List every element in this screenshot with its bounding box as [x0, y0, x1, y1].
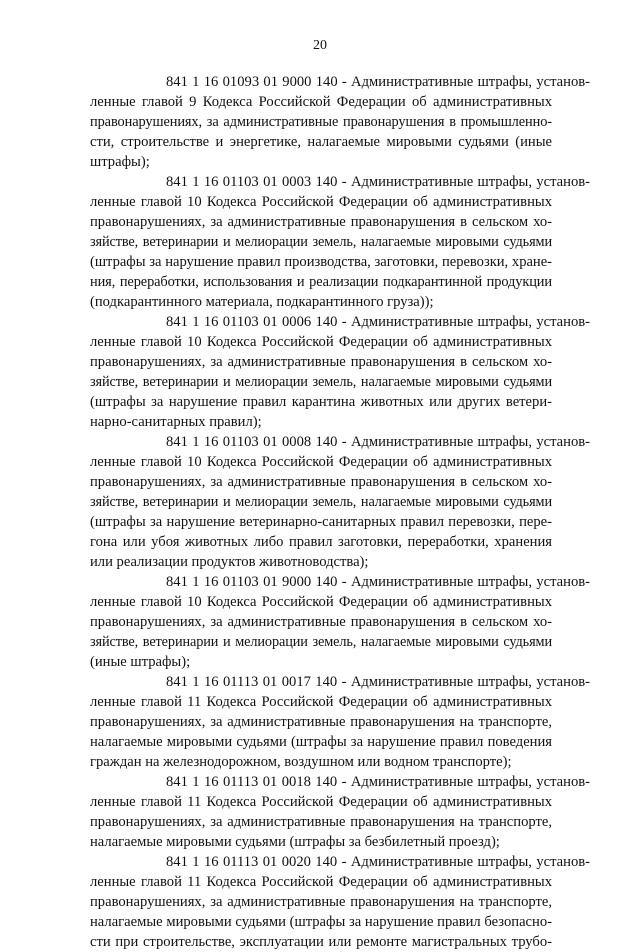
paragraph — [90, 572, 590, 672]
text-line: правонарушениях, за административные правонарушения в промышленно- — [90, 114, 552, 130]
text-line: ленные главой 10 Кодекса Российской Федерации об административных — [90, 454, 552, 470]
text-line: 841 1 16 01103 01 0003 140 - Административные штрафы, установ- — [166, 174, 590, 190]
paragraph — [90, 672, 590, 772]
paragraph — [90, 312, 590, 432]
text-line: ленные главой 10 Кодекса Российской Федерации об административных — [90, 334, 552, 350]
text-line: (штрафы за нарушение правил карантина животных или других ветери- — [90, 394, 552, 410]
text-line: зяйстве, ветеринарии и мелиорации земель, налагаемые мировыми судьями — [90, 634, 552, 650]
text-line: 841 1 16 01113 01 0020 140 - Административные штрафы, установ- — [166, 854, 590, 870]
text-line: налагаемые мировыми судьями (штрафы за нарушение правил поведения — [90, 734, 552, 750]
text-line: 841 1 16 01103 01 0006 140 - Административные штрафы, установ- — [166, 314, 590, 330]
text-line: (иные штрафы); — [90, 654, 191, 670]
document-body — [90, 72, 590, 952]
text-line: (штрафы за нарушение ветеринарно-санитарных правил перевозки, пере- — [90, 514, 552, 530]
text-line: нарно-санитарных правил); — [90, 414, 262, 430]
text-line: штрафы); — [90, 154, 150, 170]
page-number: 20 — [313, 38, 327, 53]
text-line: 841 1 16 01093 01 9000 140 - Административные штрафы, установ- — [166, 74, 590, 90]
text-line: правонарушениях, за административные правонарушения в сельском хо- — [90, 474, 552, 490]
text-line: (штрафы за нарушение правил производства, заготовки, перевозки, хране- — [90, 254, 552, 270]
text-line: ния, переработки, использования и реализации подкарантинной продукции — [90, 274, 552, 290]
text-line: ленные главой 11 Кодекса Российской Федерации об административных — [90, 694, 552, 710]
paragraph — [90, 772, 590, 852]
paragraph — [90, 432, 590, 572]
text-line: зяйстве, ветеринарии и мелиорации земель, налагаемые мировыми судьями — [90, 234, 552, 250]
text-line: правонарушениях, за административные правонарушения в сельском хо- — [90, 214, 552, 230]
text-line: налагаемые мировыми судьями (штрафы за нарушение правил безопасно- — [90, 914, 552, 930]
text-line: 841 1 16 01113 01 0018 140 - Административные штрафы, установ- — [166, 774, 590, 790]
text-line: ленные главой 9 Кодекса Российской Федерации об административных — [90, 94, 552, 110]
text-line: правонарушениях, за административные правонарушения в сельском хо- — [90, 614, 552, 630]
text-line: сти, строительстве и энергетике, налагаемые мировыми судьями (иные — [90, 134, 552, 150]
text-line: зяйстве, ветеринарии и мелиорации земель, налагаемые мировыми судьями — [90, 494, 552, 510]
text-line: ленные главой 10 Кодекса Российской Федерации об административных — [90, 194, 552, 210]
text-line: ленные главой 11 Кодекса Российской Федерации об административных — [90, 874, 552, 890]
text-line: 841 1 16 01103 01 9000 140 - Административные штрафы, установ- — [166, 574, 590, 590]
text-line: правонарушениях, за административные правонарушения в сельском хо- — [90, 354, 552, 370]
text-line: 841 1 16 01113 01 0017 140 - Административные штрафы, установ- — [166, 674, 590, 690]
text-line: правонарушениях, за административные правонарушения на транспорте, — [90, 714, 552, 730]
text-line: 841 1 16 01103 01 0008 140 - Административные штрафы, установ- — [166, 434, 590, 450]
text-line: ленные главой 11 Кодекса Российской Федерации об административных — [90, 794, 552, 810]
text-line: правонарушениях, за административные правонарушения на транспорте, — [90, 814, 552, 830]
text-line: ленные главой 10 Кодекса Российской Федерации об административных — [90, 594, 552, 610]
text-line: (подкарантинного материала, подкарантинного груза)); — [90, 294, 434, 310]
paragraph — [90, 172, 590, 312]
paragraph — [90, 72, 590, 172]
text-line: зяйстве, ветеринарии и мелиорации земель, налагаемые мировыми судьями — [90, 374, 552, 390]
paragraph — [90, 852, 590, 952]
text-line: налагаемые мировыми судьями (штрафы за безбилетный проезд); — [90, 834, 500, 850]
text-line: гона или убоя животных либо правил заготовки, переработки, хранения — [90, 534, 552, 550]
text-line: правонарушениях, за административные правонарушения на транспорте, — [90, 894, 552, 910]
text-line: сти при строительстве, эксплуатации или ремонте магистральных трубо- — [90, 934, 552, 950]
text-line: граждан на железнодорожном, воздушном или водном транспорте); — [90, 754, 512, 770]
text-line: или реализации продуктов животноводства); — [90, 554, 369, 570]
